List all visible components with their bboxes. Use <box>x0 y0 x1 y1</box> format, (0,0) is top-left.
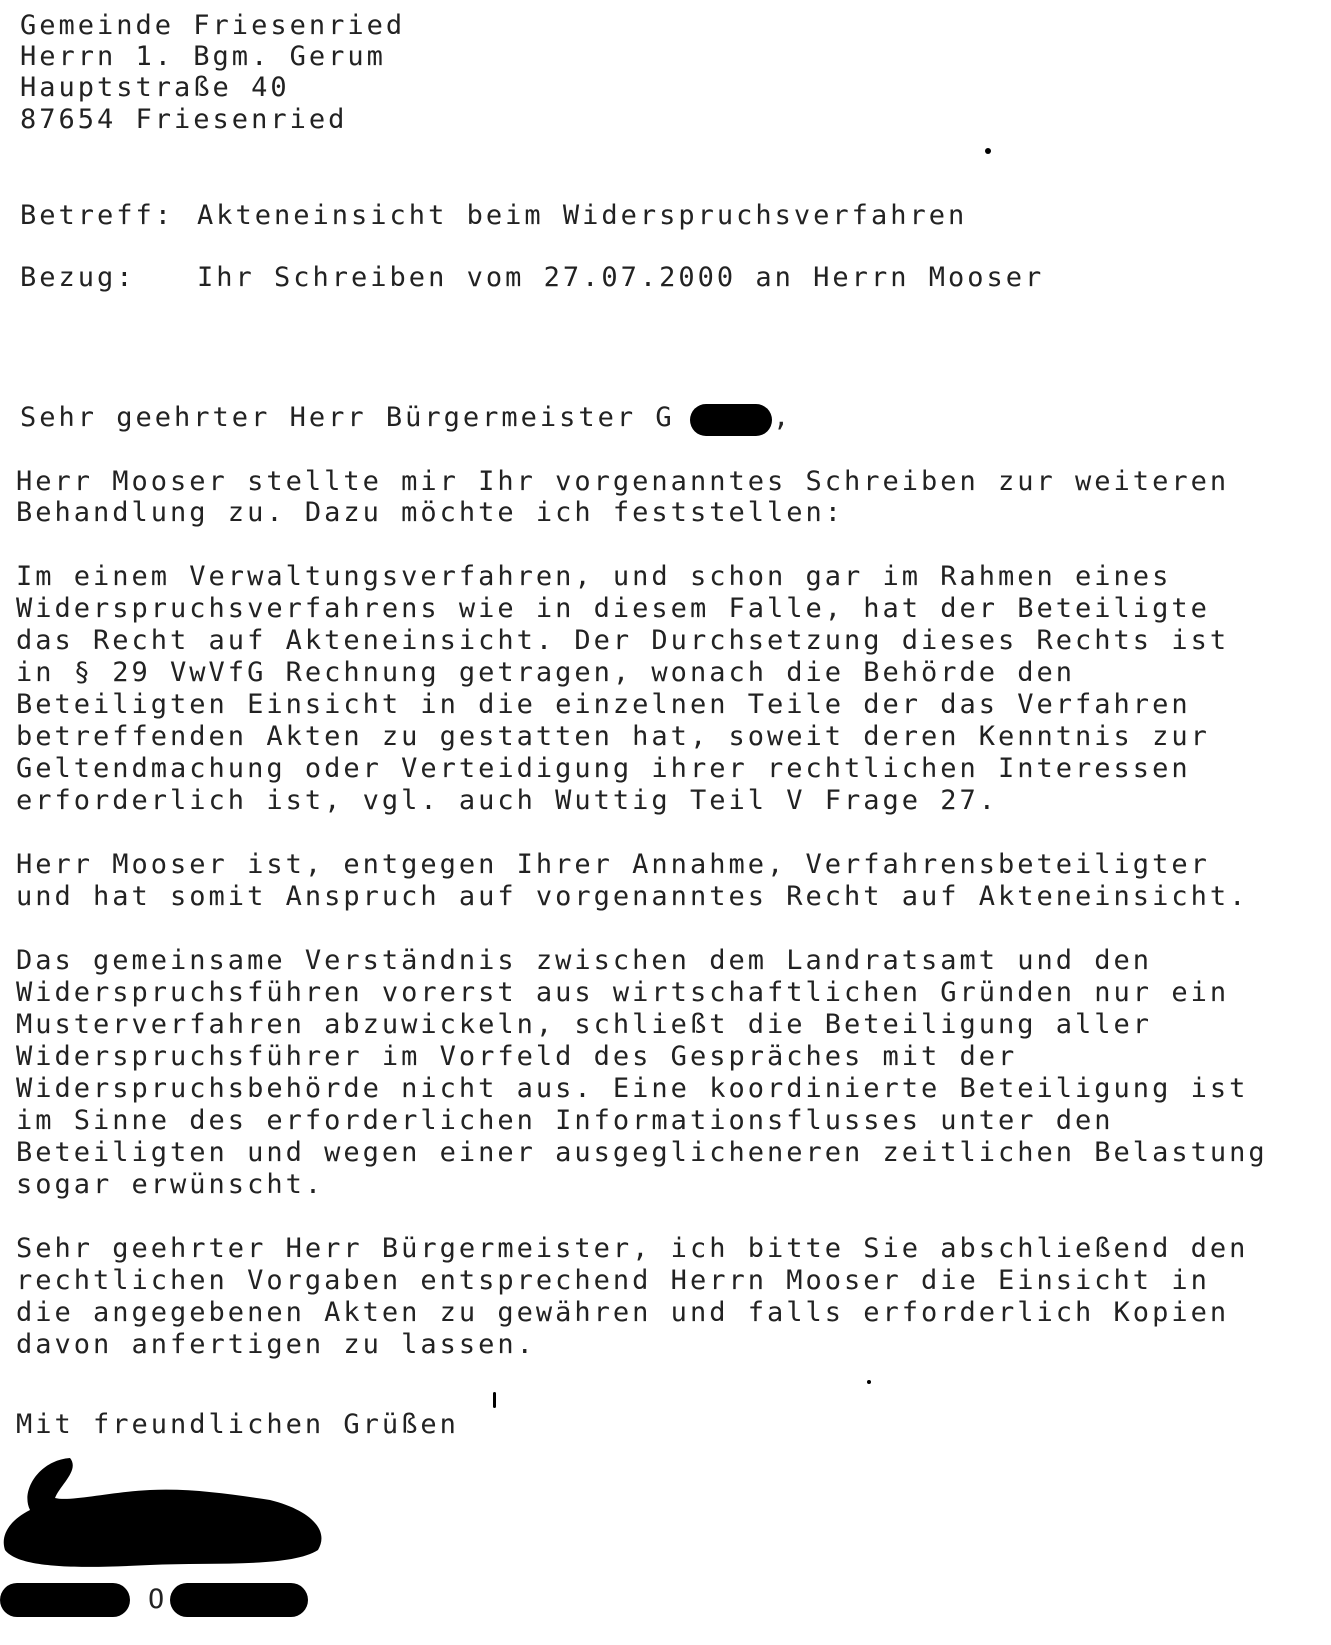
p4-line-7: Beteiligten und wegen einer ausgeglicheneren zeitlichen Belastung <box>16 1137 1268 1168</box>
p5-line-3: die angegebenen Akten zu gewähren und falls erforderlich Kopien <box>16 1297 1230 1328</box>
p2-line-3: das Recht auf Akteneinsicht. Der Durchsetzung dieses Rechts ist <box>16 625 1230 656</box>
redaction-name <box>690 404 772 436</box>
p4-line-6: im Sinne des erforderlichen Informationsflusses unter den <box>16 1105 1114 1136</box>
p5-line-1: Sehr geehrter Herr Bürgermeister, ich bitte Sie abschließend den <box>16 1233 1249 1264</box>
p2-line-4: in § 29 VwVfG Rechnung getragen, wonach die Behörde den <box>16 657 1076 688</box>
p2-line-5: Beteiligten Einsicht in die einzelnen Teile der das Verfahren <box>16 689 1191 720</box>
scan-speck <box>867 1380 871 1384</box>
redaction-footer-left <box>0 1583 130 1617</box>
p4-line-2: Widerspruchsführen vorerst aus wirtschaftlichen Gründen nur ein <box>16 977 1230 1008</box>
p5-line-4: davon anfertigen zu lassen. <box>16 1329 536 1360</box>
p2-line-2: Widerspruchsverfahrens wie in diesem Falle, hat der Beteiligte <box>16 593 1210 624</box>
redaction-footer-right <box>170 1583 308 1617</box>
subject-label: Betreff: <box>20 200 175 231</box>
recipient-line-4: 87654 Friesenried <box>20 104 348 135</box>
recipient-line-3: Hauptstraße 40 <box>20 72 290 103</box>
recipient-line-2: Herrn 1. Bgm. Gerum <box>20 41 386 72</box>
scan-speck <box>985 148 991 154</box>
scan-speck <box>493 1392 496 1408</box>
p1-line-2: Behandlung zu. Dazu möchte ich feststellen: <box>16 497 844 528</box>
p4-line-8: sogar erwünscht. <box>16 1169 325 1200</box>
closing-text: Mit freundlichen Grüßen <box>16 1409 459 1440</box>
recipient-line-1: Gemeinde Friesenried <box>20 10 406 41</box>
signature-fragment: O <box>148 1584 168 1615</box>
p3-line-1: Herr Mooser ist, entgegen Ihrer Annahme, Verfahrensbeteiligter <box>16 849 1210 880</box>
p2-line-1: Im einem Verwaltungsverfahren, und schon gar im Rahmen eines <box>16 561 1172 592</box>
p4-line-1: Das gemeinsame Verständnis zwischen dem Landratsamt und den <box>16 945 1153 976</box>
salutation-text: Sehr geehrter Herr Bürgermeister G <box>20 402 675 433</box>
salutation-suffix: , <box>773 402 793 433</box>
reference-text: Ihr Schreiben vom 27.07.2000 an Herrn Mooser <box>197 262 1045 293</box>
p4-line-3: Musterverfahren abzuwickeln, schließt die Beteiligung aller <box>16 1009 1153 1040</box>
p4-line-5: Widerspruchsbehörde nicht aus. Eine koordinierte Beteiligung ist <box>16 1073 1249 1104</box>
p2-line-7: Geltendmachung oder Verteidigung ihrer rechtlichen Interessen <box>16 753 1191 784</box>
subject-text: Akteneinsicht beim Widerspruchsverfahren <box>197 200 968 231</box>
p2-line-6: betreffenden Akten zu gestatten hat, soweit deren Kenntnis zur <box>16 721 1210 752</box>
p3-line-2: und hat somit Anspruch auf vorgenanntes Recht auf Akteneinsicht. <box>16 881 1249 912</box>
p5-line-2: rechtlichen Vorgaben entsprechend Herrn Mooser die Einsicht in <box>16 1265 1210 1296</box>
reference-label: Bezug: <box>20 262 136 293</box>
p4-line-4: Widerspruchsführer im Vorfeld des Gespräches mit der <box>16 1041 1018 1072</box>
p2-line-8: erforderlich ist, vgl. auch Wuttig Teil V Frage 27. <box>16 785 999 816</box>
signature-blot <box>4 1458 322 1567</box>
p1-line-1: Herr Mooser stellte mir Ihr vorgenanntes Schreiben zur weiteren <box>16 466 1230 497</box>
